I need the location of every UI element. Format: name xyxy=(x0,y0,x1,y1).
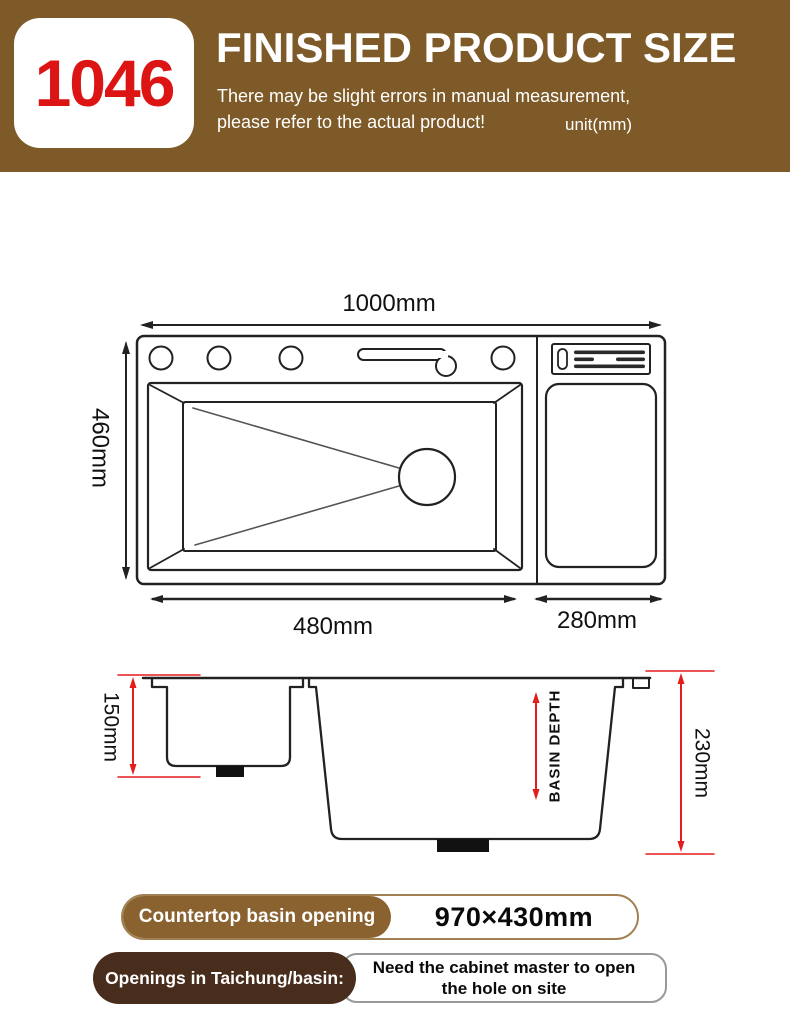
countertop-opening-value: 970×430mm xyxy=(434,901,594,932)
faucet-hole xyxy=(208,347,231,370)
arrowhead xyxy=(533,692,540,703)
countertop-opening-row xyxy=(121,894,639,940)
countertop-opening-label: Countertop basin opening xyxy=(123,896,391,938)
basin-depth-caption: BASIN DEPTH xyxy=(546,689,564,803)
page-title: FINISHED PRODUCT SIZE xyxy=(216,24,737,71)
arrowhead xyxy=(650,595,663,603)
top-view xyxy=(87,290,666,640)
arrowhead xyxy=(678,673,685,684)
main-basin xyxy=(148,383,522,570)
faucet-hole xyxy=(280,347,303,370)
site-opening-label: Openings in Taichung/basin: xyxy=(93,952,356,1004)
arrowhead xyxy=(140,321,153,329)
dim-overall-width: 1000mm xyxy=(342,290,436,317)
drain-stub xyxy=(216,766,244,777)
unit-note: unit(mm) xyxy=(565,115,633,134)
shallow-basin-profile xyxy=(152,678,303,766)
faucet-hole xyxy=(150,347,173,370)
arrowhead xyxy=(122,341,130,354)
knife-holder-icon xyxy=(552,344,650,374)
dim-overall-depth: 460mm xyxy=(86,407,114,489)
arrowhead xyxy=(122,567,130,580)
drainboard xyxy=(546,384,656,567)
drain-stub xyxy=(437,839,489,852)
deep-basin-profile xyxy=(309,678,623,839)
arrowhead xyxy=(533,789,540,800)
site-opening-row xyxy=(93,952,669,1004)
arrowhead xyxy=(504,595,517,603)
disclaimer-line1: There may be slight errors in manual measurement, xyxy=(217,86,631,106)
disclaimer-line2: please refer to the actual product! xyxy=(217,112,486,132)
arrowhead xyxy=(130,677,137,688)
side-view xyxy=(100,671,715,854)
site-opening-value xyxy=(341,953,667,1003)
site-opening-value-line2: the hole on site xyxy=(441,979,567,998)
dim-basin-width: 480mm xyxy=(292,613,374,640)
arrowhead xyxy=(649,321,662,329)
arrowhead xyxy=(150,595,163,603)
dim-drainboard-width: 280mm xyxy=(556,607,638,634)
dim-right-depth: 230mm xyxy=(690,727,714,799)
site-opening-value-line1: Need the cabinet master to open xyxy=(372,958,636,977)
dim-left-depth: 150mm xyxy=(99,691,123,763)
model-number: 1046 xyxy=(34,46,174,120)
arrowhead xyxy=(534,595,547,603)
arrowhead xyxy=(130,764,137,775)
right-flange xyxy=(633,678,649,688)
drain-hole xyxy=(399,449,455,505)
faucet-hole xyxy=(492,347,515,370)
arrowhead xyxy=(678,841,685,852)
